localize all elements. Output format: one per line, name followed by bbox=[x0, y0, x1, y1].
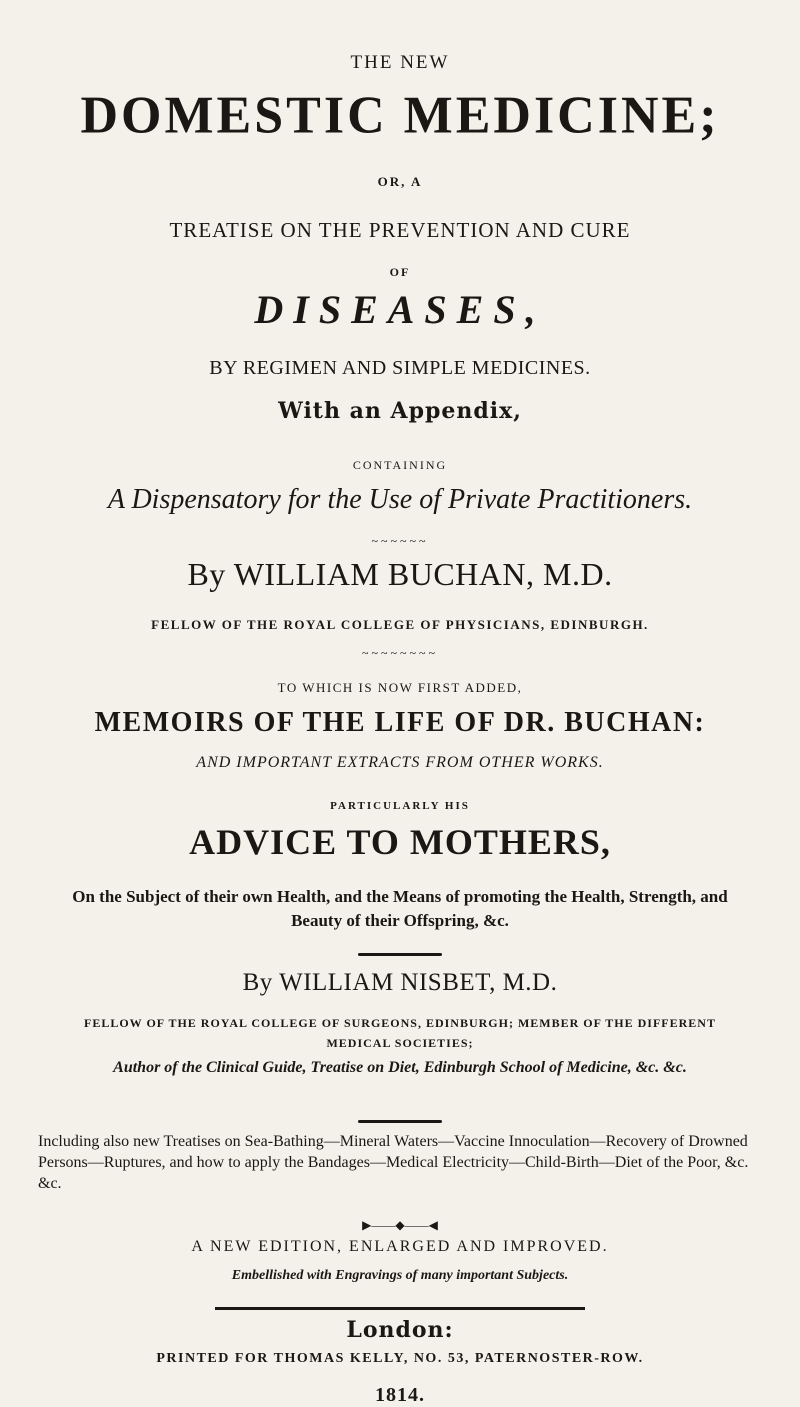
advice-heading: ADVICE TO MOTHERS, bbox=[189, 822, 611, 862]
main-title: DOMESTIC MEDICINE; bbox=[80, 86, 720, 145]
memoirs-heading: MEMOIRS OF THE LIFE OF DR. BUCHAN: bbox=[94, 707, 706, 738]
rule-divider-2 bbox=[0, 1118, 800, 1126]
rule-divider-1 bbox=[0, 951, 800, 959]
including-paragraph: Including also new Treatises on Sea-Bathing—Mineral Waters—Vaccine Innoculation—Recovery of Drowned Persons—Ruptures, and how to apply the Bandages—Medical Electricity—Child-Birth—Diet of the Poor, &c. &c. bbox=[38, 1133, 749, 1192]
nisbet-credentials: FELLOW OF THE ROYAL COLLEGE OF SURGEONS, EDINBURGH; MEMBER OF THE DIFFERENT MEDICAL SOCIETIES; bbox=[84, 1016, 716, 1050]
now-added-line: TO WHICH IS NOW FIRST ADDED, bbox=[277, 680, 523, 695]
ornament-divider-2: ~~~~~~~~ bbox=[362, 646, 438, 660]
author-nisbet: By WILLIAM NISBET, M.D. bbox=[242, 969, 558, 996]
regimen-line: BY REGIMEN AND SIMPLE MEDICINES. bbox=[209, 357, 591, 379]
diseases-heading: DISEASES, bbox=[254, 287, 546, 332]
embellished-line: Embellished with Engravings of many important Subjects. bbox=[231, 1268, 569, 1283]
rule-divider-3 bbox=[0, 1305, 800, 1313]
or-a-line: OR, A bbox=[377, 174, 423, 189]
subject-paragraph: On the Subject of their own Health, and the Means of promoting the Health, Strength, and Beauty of their Offspring, &c. bbox=[72, 887, 728, 930]
ornament-divider-1: ~~~~~~ bbox=[371, 534, 429, 548]
ornament-divider-3: ▶——◆——◀ bbox=[362, 1218, 438, 1232]
of-line: OF bbox=[389, 265, 411, 279]
buchan-credentials: FELLOW OF THE ROYAL COLLEGE OF PHYSICIANS, EDINBURGH. bbox=[151, 617, 649, 632]
subtitle-the-new: THE NEW bbox=[350, 52, 450, 73]
nisbet-works: Author of the Clinical Guide, Treatise on Diet, Edinburgh School of Medicine, &c. &c. bbox=[113, 1059, 687, 1076]
appendix-line: With an Appendix, bbox=[278, 398, 522, 424]
imprint-printer: PRINTED FOR THOMAS KELLY, NO. 53, PATERNOSTER-ROW. bbox=[156, 1351, 644, 1366]
particularly-line: PARTICULARLY HIS bbox=[330, 800, 470, 812]
dispensatory-line: A Dispensatory for the Use of Private Practitioners. bbox=[107, 484, 693, 515]
extracts-line: AND IMPORTANT EXTRACTS FROM OTHER WORKS. bbox=[196, 754, 604, 771]
containing-line: CONTAINING bbox=[352, 458, 448, 472]
treatise-line: TREATISE ON THE PREVENTION AND CURE bbox=[169, 218, 631, 242]
imprint-place: London: bbox=[346, 1317, 454, 1343]
imprint-year: 1814. bbox=[375, 1384, 425, 1406]
edition-line: A NEW EDITION, ENLARGED AND IMPROVED. bbox=[191, 1238, 609, 1255]
author-buchan: By WILLIAM BUCHAN, M.D. bbox=[187, 556, 613, 592]
